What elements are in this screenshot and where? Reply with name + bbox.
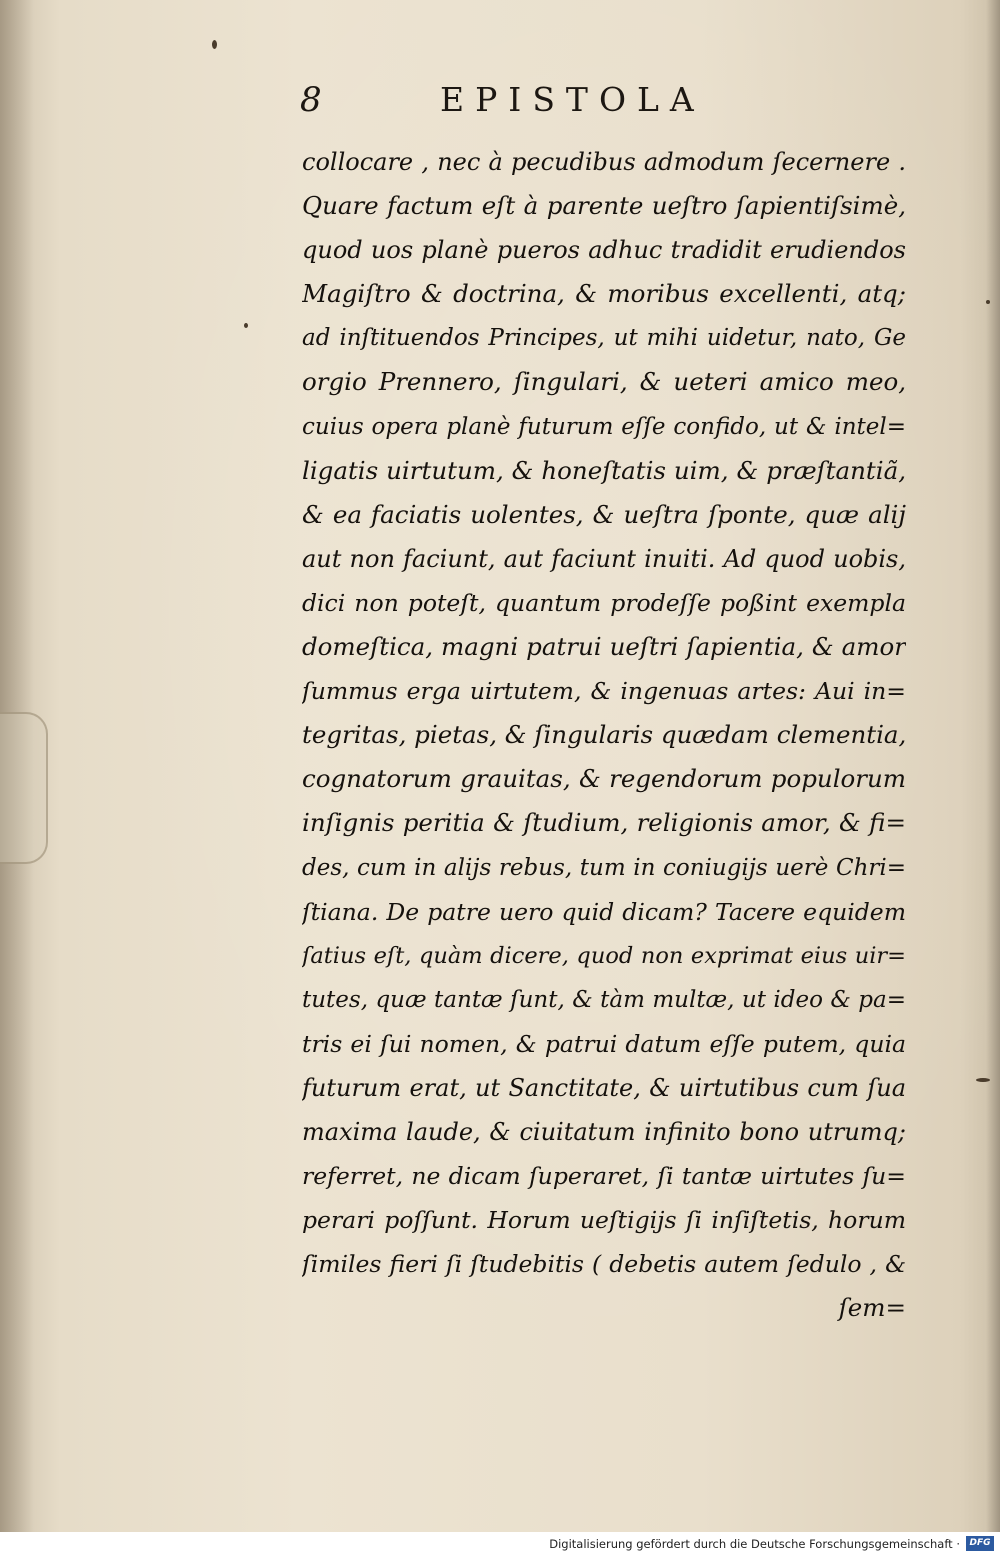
text-line: tris ei ſui nomen, & patrui datum eſſe putem, quia	[302, 1029, 906, 1058]
text-line: Magiſtro & doctrina, & moribus excellenti, atq;	[302, 279, 906, 309]
text-block	[302, 140, 906, 1331]
text-line: inſignis peritia & ſtudium, religionis amor, & fi=	[302, 808, 906, 838]
text-line: des, cum in alijs rebus, tum in coniugijs uerè Chri=	[302, 854, 906, 881]
text-line: domeſtica, magni patrui ueſtri ſapientia, & amor	[302, 632, 906, 662]
text-line: Quare factum eſt à parente ueſtro ſapientiſsimè,	[302, 191, 906, 221]
footer-credit-text: Digitalisierung gefördert durch die Deutsche Forschungsgemeinschaft ·	[549, 1537, 960, 1551]
running-head: EPISTOLA	[440, 80, 705, 119]
text-line: cuius opera planè futurum eſſe confido, ut & intel=	[302, 413, 906, 440]
text-line: aut non faciunt, aut faciunt inuiti. Ad quod uobis,	[302, 544, 906, 573]
text-line: referret, ne dicam ſuperaret, ſi tantæ uirtutes ſu=	[302, 1162, 906, 1191]
page-header	[300, 80, 900, 120]
text-line: collocare , nec à pecudibus admodum ſecernere .	[302, 148, 906, 176]
ink-speck	[986, 300, 990, 304]
dfg-logo-icon: DFG	[966, 1536, 994, 1551]
text-line: ſatius eſt, quàm dicere, quod non exprimat eius uir=	[302, 942, 906, 969]
text-line: ſimiles fieri ſi ſtudebitis ( debetis autem ſedulo , &	[302, 1250, 906, 1279]
text-line: futurum erat, ut Sanctitate, & uirtutibus cum ſua	[302, 1073, 906, 1102]
page-number: 8	[300, 80, 322, 120]
text-line: ſtiana. De patre uero quid dicam? Tacere equidem	[302, 897, 906, 926]
text-line: ſummus erga uirtutem, & ingenuas artes: Aui in=	[302, 677, 906, 706]
digitization-footer	[0, 1532, 1000, 1556]
ink-speck	[212, 40, 217, 49]
text-line: orgio Prennero, ſingulari, & ueteri amico meo,	[302, 367, 906, 397]
text-line: ligatis uirtutum, & honeſtatis uim, & præſtantiã,	[302, 455, 906, 485]
text-line: maxima laude, & ciuitatum infinito bono utrumq;	[302, 1118, 906, 1147]
text-line: tegritas, pietas, & ſingularis quædam clementia,	[302, 720, 906, 750]
page-tab-mark	[0, 712, 48, 864]
text-line: tutes, quæ tantæ ſunt, & tàm multæ, ut ideo & pa=	[302, 986, 906, 1013]
text-line: perari poſſunt. Horum ueſtigijs ſi inſiſtetis, horum	[302, 1206, 906, 1235]
ink-speck	[976, 1078, 990, 1082]
catchword: ſem=	[838, 1293, 906, 1323]
text-line: & ea faciatis uolentes, & ueſtra ſponte, quæ alij	[302, 499, 906, 529]
text-line: quod uos planè pueros adhuc tradidit erudiendos	[302, 236, 906, 265]
text-line: dici non poteſt, quantum prodeſſe poßint exempla	[302, 588, 906, 617]
ink-speck	[244, 323, 248, 328]
text-line: cognatorum grauitas, & regendorum populorum	[302, 764, 906, 794]
text-line: ad inſtituendos Principes, ut mihi uidetur, nato, Ge	[302, 325, 906, 352]
